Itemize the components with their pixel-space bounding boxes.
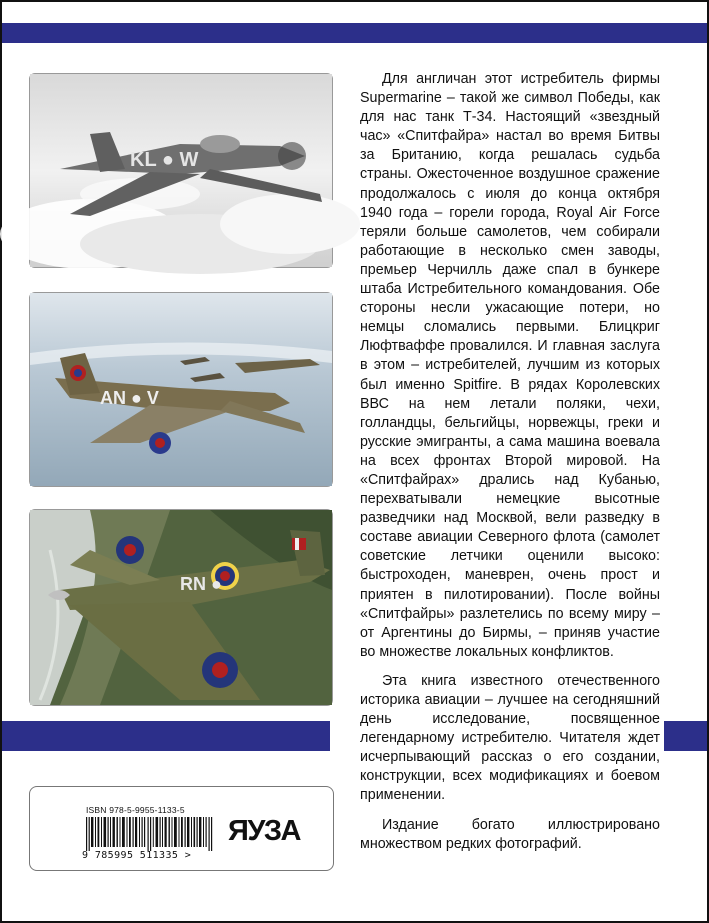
middle-color-band-right — [664, 721, 707, 751]
barcode-graphic — [86, 817, 214, 851]
description-paragraph-1: Для англичан этот истребитель фирмы Supermarine – такой же символ Победы, как для нас танк Т-34. Настоящий «звездный час» «Спитфайра» настал во время Битвы за Британию, когда решалась судьба страны. Ожесточенное воздушное сражение продолжалось с июля до конца октября 1940 года – горели города, Royal Air Force теряли больше самолетов, чем собирали работающие в несколько смен заводы, премьер Черчилль даже спал в бункере штаба Истребительного командования. Обе стороны несли ужасающие потери, но немцы сломались первыми. Блицкриг Люфтваффе провалился. И главная заслуга в этом – истребителей, лучшим из которых был именно Spitfire. В рядах Королевских ВВС на нем летали поляки, чехи, голландцы, бельгийцы, норвежцы, греки и русские эмигранты, а сама машина воевала на всех фронтах Второй мировой. На «Спитфайрах» дрались над Кубанью, перехватывали немецкие высотные разведчики над Москвой, вели разведку в составе авиации Северного флота (самолет советские летчики оценили высоко: быстроходен, маневрен, очень прост и приятен в пилотировании). После войны «Спитфайры» разлетелись по всему миру – от Аргентины до Бирмы, – приняв участие во множестве локальных конфликтов. — [360, 71, 660, 660]
top-color-band — [2, 23, 707, 43]
isbn-digits: 9 785995 511335 > — [82, 850, 192, 861]
description-paragraph-2: Эта книга известного отечественного историка авиации – лучшее на сегодняшний день исследование, посвященное легендарному истребителю. Читателя ждет исчерпывающий рассказ о его создании, конструкции, всех модификациях и боевом применении. — [360, 672, 660, 804]
photo-spitfire-coast — [29, 509, 333, 706]
barcode-panel — [29, 786, 334, 871]
publisher-logo-text: ЯУЗА — [228, 815, 300, 847]
photo2-fuselage-code: AN ● V — [100, 388, 159, 408]
photo-spitfire-formation — [29, 292, 333, 487]
isbn-label: ISBN 978-5-9955-1133-5 — [86, 805, 185, 815]
description-paragraph-3: Издание богато иллюстрировано множеством редких фотографий. — [360, 816, 660, 852]
book-description — [360, 70, 660, 864]
photo-spitfire-clouds — [29, 73, 333, 268]
photo1-fuselage-code: KL ● W — [130, 149, 199, 171]
middle-color-band-left — [2, 721, 330, 751]
photo3-fuselage-code: RN ● — [180, 574, 222, 594]
publisher-logo — [228, 809, 300, 849]
